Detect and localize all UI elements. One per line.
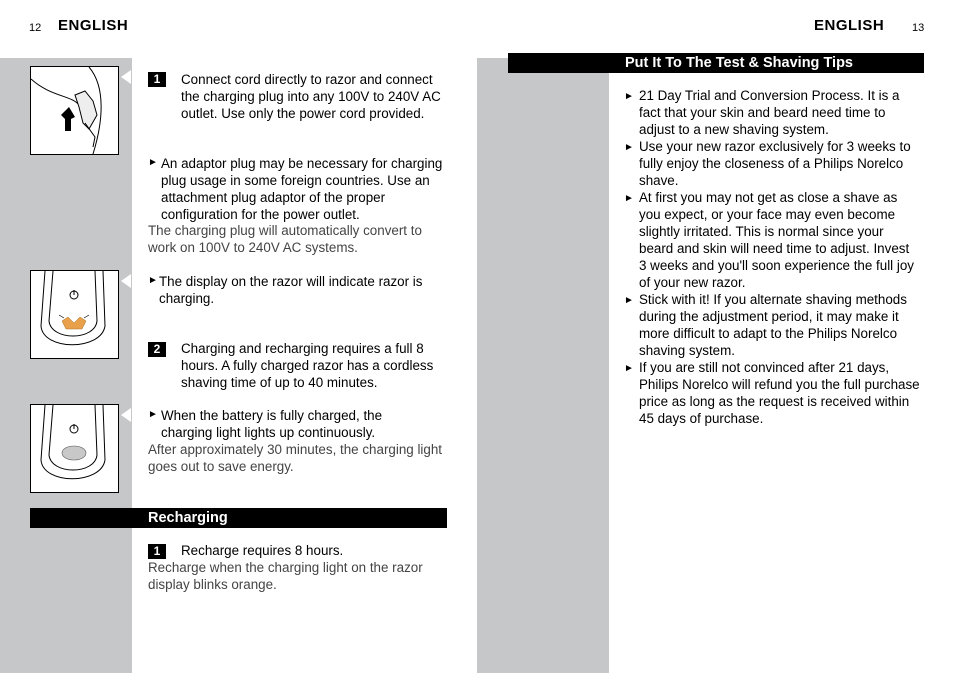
- recharge-note: Recharge when the charging light on the razor display blinks orange.: [148, 560, 423, 592]
- list-item: ► Use your new razor exclusively for 3 weeks to fully enjoy the closeness of a Philips Norelco shave.: [624, 139, 911, 188]
- page-number-left: 12: [29, 22, 42, 34]
- razor-display-charging-icon: [31, 271, 118, 358]
- list-item: ► Stick with it! If you alternate shaving methods during the adjustment period, it may make it more difficult to adapt to the Philips Norelco shaving system.: [624, 292, 907, 358]
- triangle-bullet-icon: ►: [624, 142, 634, 153]
- figure2-pointer: [121, 274, 131, 288]
- triangle-bullet-icon: ►: [624, 363, 634, 374]
- language-header-right: ENGLISH: [814, 17, 885, 34]
- adaptor-note: An adaptor plug may be necessary for charging plug usage in some foreign countries. Use an attachment plug adaptor of the proper configuration for the power outlet.: [161, 156, 443, 222]
- razor-display-full-icon: [31, 405, 118, 492]
- step-1-badge: 1: [148, 72, 166, 87]
- triangle-bullet-icon: ►: [148, 157, 158, 168]
- recharge-step-text: Recharge requires 8 hours.: [181, 543, 344, 558]
- display-note: The display on the razor will indicate razor is charging.: [159, 274, 423, 306]
- recharging-heading-bar: [30, 508, 447, 528]
- energy-note: After approximately 30 minutes, the charging light goes out to save energy.: [148, 442, 443, 474]
- triangle-bullet-icon: ►: [624, 295, 634, 306]
- tips-heading: Put It To The Test & Shaving Tips: [625, 55, 853, 71]
- triangle-bullet-icon: ►: [148, 409, 158, 420]
- tips-list: [624, 87, 920, 427]
- right-sidebar: [477, 58, 609, 673]
- page-number-right: 13: [912, 22, 925, 34]
- step-2-text: Charging and recharging requires a full 8 hours. A fully charged razor has a cordless shaving time of up to 40 minutes.: [181, 341, 434, 390]
- triangle-bullet-icon: ►: [148, 275, 158, 286]
- triangle-bullet-icon: ►: [624, 193, 634, 204]
- figure3-pointer: [121, 408, 131, 422]
- recharging-heading: Recharging: [148, 510, 228, 526]
- triangle-bullet-icon: ►: [624, 91, 634, 102]
- razor-plug-icon: [31, 67, 118, 154]
- figure1-pointer: [121, 70, 131, 84]
- list-item: ► 21 Day Trial and Conversion Process. It is a fact that your skin and beard need time to adjust to a new shaving system.: [624, 88, 900, 137]
- step-2-badge: 2: [148, 342, 166, 357]
- voltage-note: The charging plug will automatically convert to work on 100V to 240V AC systems.: [148, 223, 422, 255]
- list-item: ► If you are still not convinced after 21 days, Philips Norelco will refund you the full purchase price as long as the request is received within 45 days of purchase.: [624, 360, 920, 426]
- battery-note: When the battery is fully charged, the charging light lights up continuously.: [161, 408, 383, 440]
- list-item: ► At first you may not get as close a shave as you expect, or your face may even become slightly irritated. This is normal since your beard and skin will need time to adjust. Invest 3 weeks and you'll soon experience the full joy of your new razor.: [624, 190, 914, 290]
- language-header-left: ENGLISH: [58, 17, 129, 34]
- step-1-text: Connect cord directly to razor and connect the charging plug into any 100V to 240V AC outlet. Use only the power cord provided.: [181, 72, 441, 121]
- recharge-step-badge: 1: [148, 544, 166, 559]
- figure-display-full: [30, 404, 119, 493]
- figure-razor-plug: [30, 66, 119, 155]
- figure-display-charging: [30, 270, 119, 359]
- tips-heading-bar: [508, 53, 924, 73]
